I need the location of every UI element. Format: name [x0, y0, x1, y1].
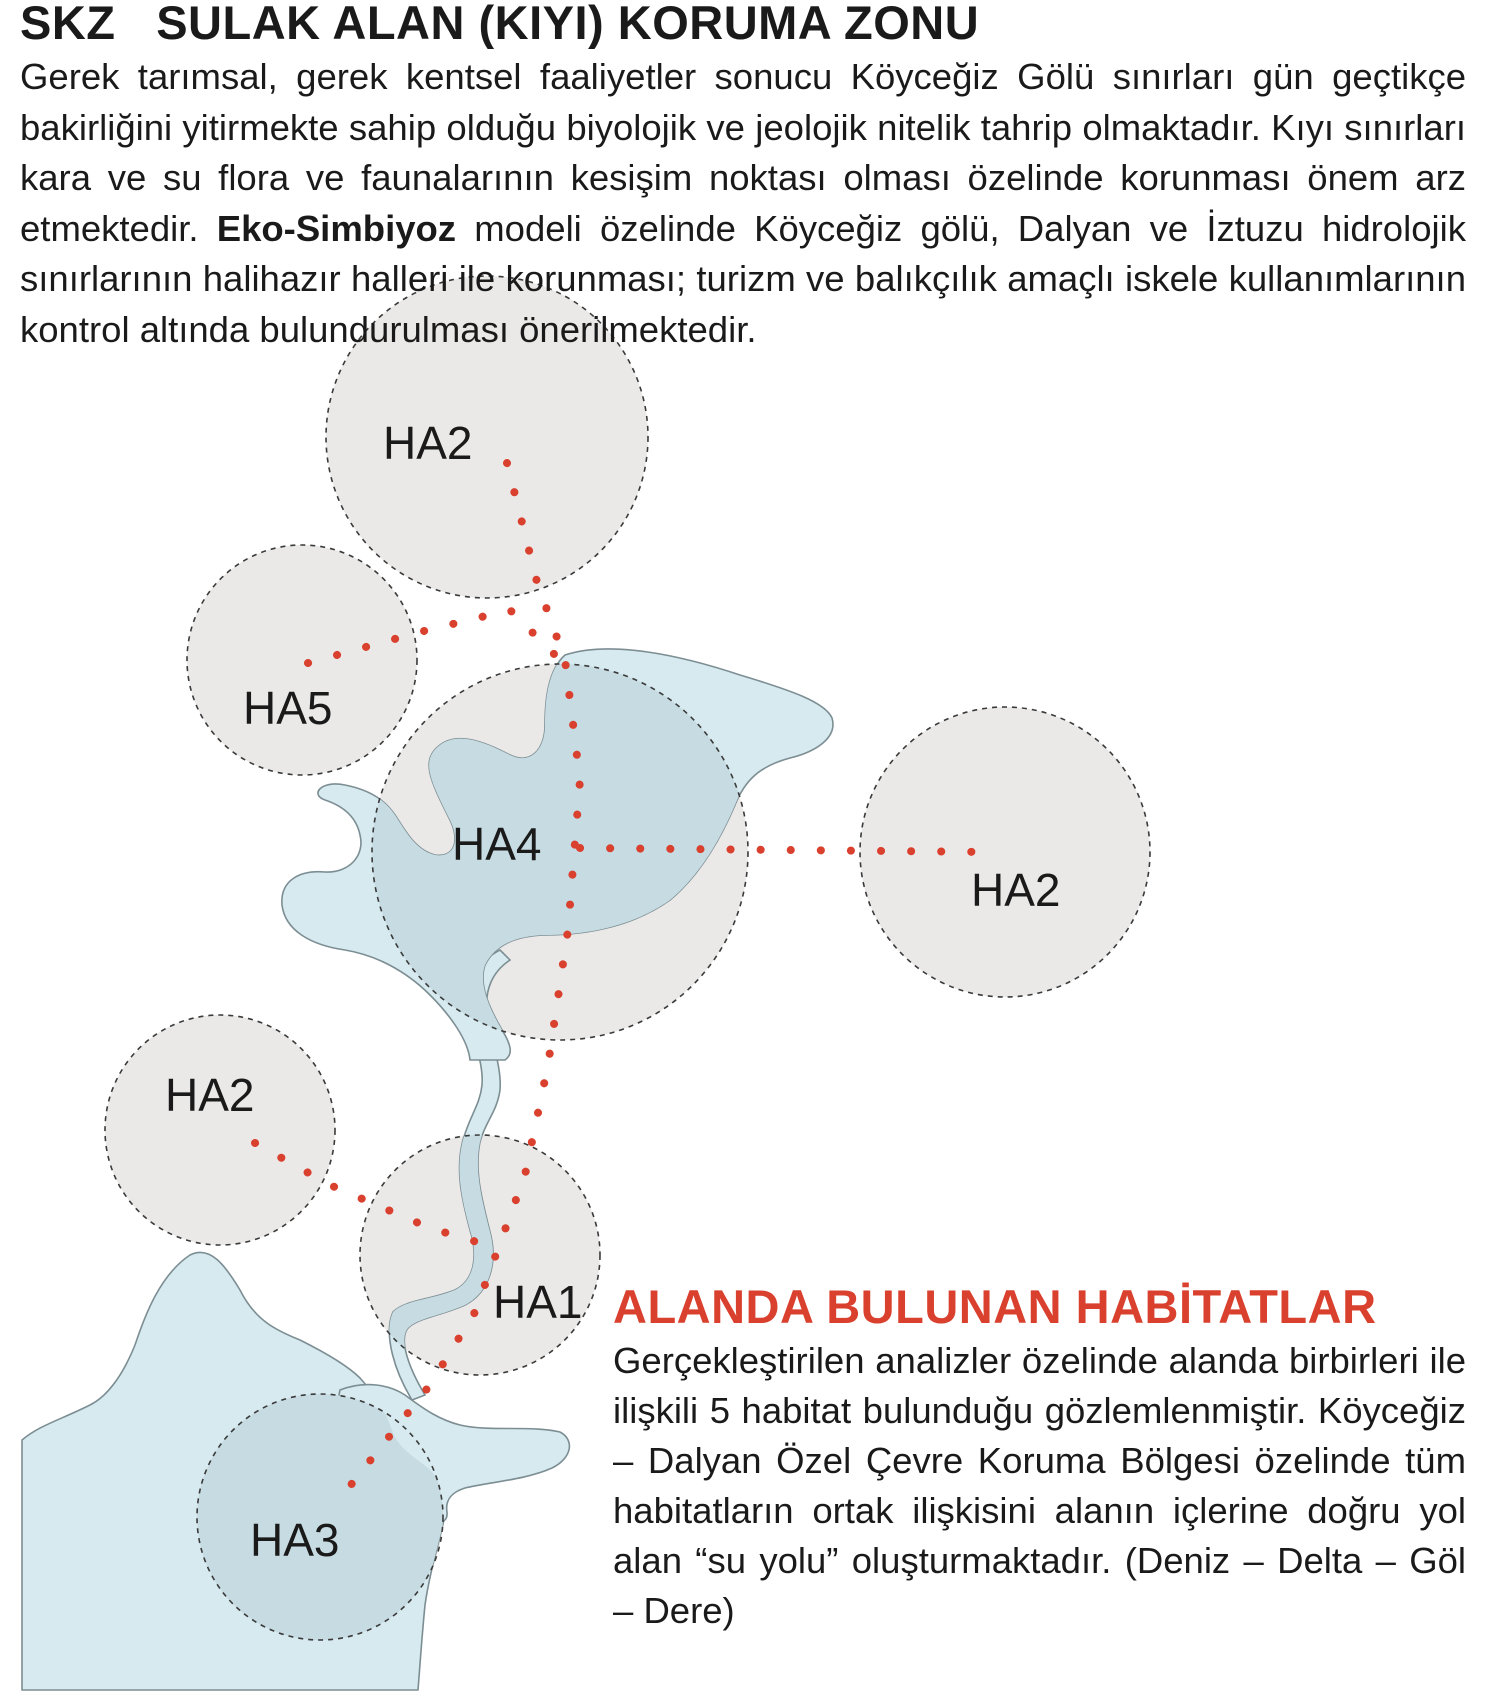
page-title — [20, 0, 979, 50]
label-ha3: HA3 — [250, 1514, 340, 1566]
habitat-circle-ha5 — [187, 545, 417, 775]
intro-model-name: Eko-Simbiyoz — [216, 207, 457, 249]
habitats-heading: ALANDA BULUNAN HABİTATLAR — [613, 1280, 1377, 1333]
intro-text-after: modeli özelinde Köyceğiz gölü, Dalyan ve İztuzu hidrolojik sınırlarının halihazır halleri ile korunması; turizm ve balıkçılık amaçlı iskele kullanımlarının kontrol altında bulundurulması önerilmektedir. — [20, 207, 1466, 350]
habitat-circle-ha2-left — [105, 1015, 335, 1245]
habitat-circle-ha2-right — [860, 707, 1150, 997]
label-ha1: HA1 — [493, 1276, 583, 1328]
label-ha2-left: HA2 — [165, 1069, 255, 1121]
intro-paragraph — [20, 52, 1466, 355]
intro-text-before: Gerek tarımsal, gerek kentsel faaliyetler sonucu Köyceğiz Gölü sınırları gün geçtikçe bakirliğini yitirmekte sahip olduğu biyolojik ve jeolojik nitelik tahrip olmaktadır. Kıyı sınırları kara ve su flora ve faunalarının kesişim noktası olması özelinde korunması önem arz etmektedir. — [20, 56, 1466, 249]
label-ha2-right: HA2 — [971, 864, 1061, 916]
label-ha4: HA4 — [452, 818, 542, 870]
zone-code: SKZ — [20, 0, 116, 49]
label-ha5: HA5 — [243, 682, 333, 734]
zone-name: SULAK ALAN (KIYI) KORUMA ZONU — [156, 0, 980, 49]
habitats-paragraph: Gerçekleştirilen analizler özelinde alanda birbirleri ile ilişkili 5 habitat bulunduğu gözlemlenmiştir. Köyceğiz – Dalyan Özel Çevre Koruma Bölgesi özelinde tüm habitatların ortak ilişkisini alanın içlerine doğru yol alan “su yolu” oluşturmaktadır. (Deniz – Delta – Göl – Dere) — [613, 1340, 1466, 1631]
label-ha2-top: HA2 — [383, 417, 473, 469]
